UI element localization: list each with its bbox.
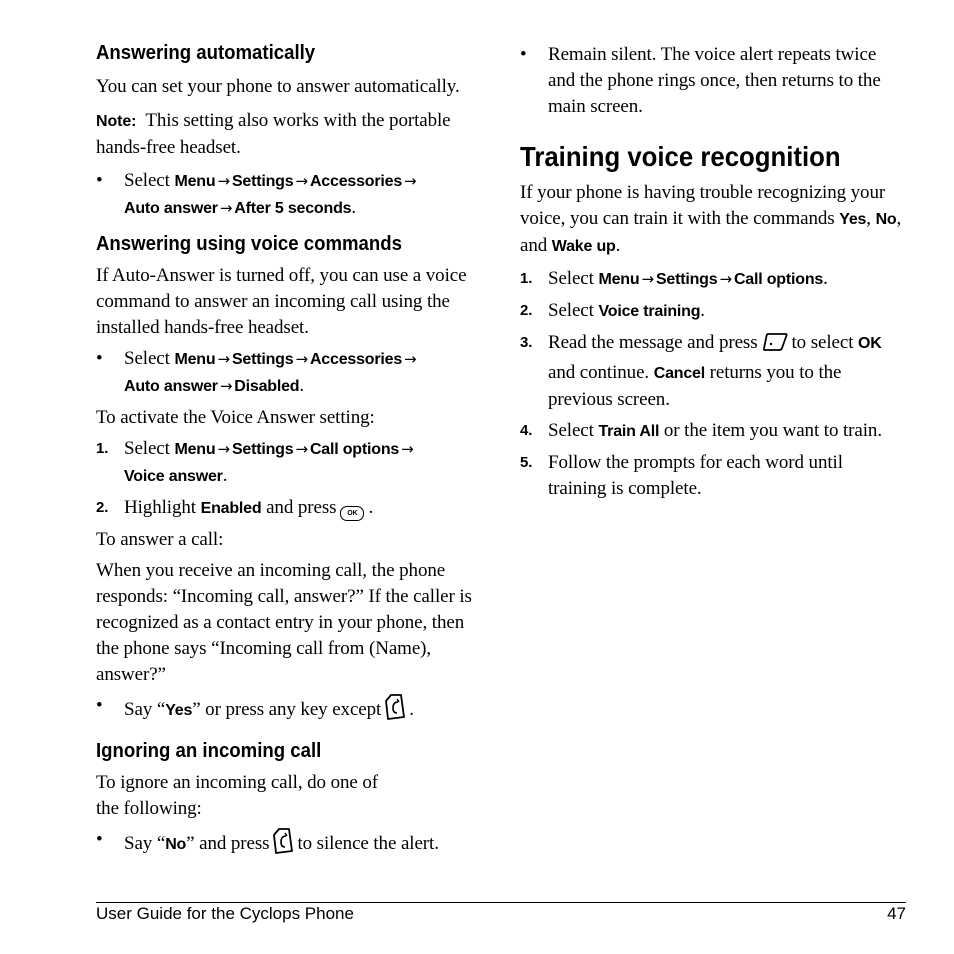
option-ok: OK bbox=[858, 335, 882, 352]
step-number: 3. bbox=[520, 334, 533, 351]
arrow-icon: → bbox=[404, 172, 417, 190]
training-step-3: 3. Read the message and press to select OK and continue. Cancel returns you to the previous screen. bbox=[520, 332, 882, 410]
menu-path-voice-answer: Voice answer bbox=[124, 468, 223, 485]
training-step-4: 4. Select Train All or the item you want to train. bbox=[520, 418, 905, 445]
command-no: No bbox=[165, 836, 187, 853]
arrow-icon: → bbox=[401, 440, 414, 458]
bullet-icon: • bbox=[96, 170, 103, 191]
training-step-5: 5. Follow the prompts for each word until training is complete. bbox=[520, 452, 843, 499]
menu-path-call-options: Call options bbox=[309, 441, 400, 458]
note-text: This setting also works with the portable hands-free headset. bbox=[96, 110, 451, 158]
ignore-intro: To ignore an incoming call, do one of the following: bbox=[96, 772, 379, 819]
bullet-icon: • bbox=[96, 695, 103, 716]
command-wake-up: Wake up bbox=[551, 238, 616, 255]
bullet-icon: • bbox=[96, 829, 103, 850]
remain-silent-bullet: • Remain silent. The voice alert repeats twice and the phone rings once, then returns to the main screen. bbox=[520, 44, 881, 117]
arrow-icon: → bbox=[219, 377, 233, 395]
end-key-icon bbox=[384, 693, 406, 729]
say-no-bullet: • Say “No” and press to silence the alert. bbox=[96, 827, 481, 863]
heading-training-voice-recognition: Training voice recognition bbox=[520, 141, 841, 172]
end-key-icon bbox=[272, 827, 294, 863]
step-number: 1. bbox=[520, 270, 533, 287]
auto-note bbox=[96, 108, 481, 161]
arrow-icon: → bbox=[295, 350, 308, 368]
page-number: 47 bbox=[887, 904, 906, 923]
menu-path-settings: Settings bbox=[231, 441, 294, 458]
option-enabled: Enabled bbox=[200, 500, 262, 517]
answer-text: When you receive an incoming call, the phone responds: “Incoming call, answer?” If the caller is recognized as a contact entry in your phone, then the phone says “Incoming call from (Name), answer?” bbox=[96, 560, 472, 685]
arrow-icon: → bbox=[719, 270, 732, 288]
training-step-2: 2. Select Voice training. bbox=[520, 298, 905, 325]
menu-path-menu: Menu bbox=[174, 441, 216, 458]
arrow-icon: → bbox=[295, 172, 308, 190]
left-column bbox=[96, 40, 481, 863]
arrow-icon: → bbox=[219, 199, 233, 217]
answer-intro: To answer a call: bbox=[96, 529, 224, 550]
option-cancel: Cancel bbox=[653, 365, 705, 382]
command-no: No bbox=[875, 211, 897, 228]
menu-path-settings: Settings bbox=[231, 173, 294, 190]
training-intro: If your phone is having trouble recognizing your voice, you can train it with the commands Yes, No, and Wake up. bbox=[520, 182, 902, 256]
left-softkey-icon bbox=[762, 332, 788, 360]
heading-voice-commands: Answering using voice commands bbox=[96, 233, 402, 255]
heading-ignoring-call: Ignoring an incoming call bbox=[96, 740, 322, 762]
bullet-icon: • bbox=[96, 348, 103, 369]
arrow-icon: → bbox=[404, 350, 417, 368]
training-step-1: 1. Select Menu → Settings → Call options. bbox=[520, 266, 905, 293]
auto-intro: You can set your phone to answer automatically. bbox=[96, 76, 460, 97]
menu-path-menu: Menu bbox=[174, 351, 216, 368]
note-label: Note: bbox=[96, 113, 137, 130]
arrow-icon: → bbox=[641, 270, 654, 288]
menu-path-disabled: Disabled bbox=[234, 378, 300, 395]
heading-answering-automatically: Answering automatically bbox=[96, 42, 316, 64]
activate-step-2: 2. Highlight Enabled and press OK . bbox=[96, 495, 481, 522]
activate-intro: To activate the Voice Answer setting: bbox=[96, 407, 375, 428]
option-train-all: Train All bbox=[598, 423, 660, 440]
menu-path-settings: Settings bbox=[655, 271, 718, 288]
say-yes-bullet: • Say “Yes” or press any key except . bbox=[96, 693, 481, 729]
auto-step-bullet: • Select Menu → Settings → Accessories → Auto answer → After 5 seconds. bbox=[96, 170, 417, 218]
activate-step-1: 1. Select Menu → Settings → Call options → Voice answer. bbox=[96, 438, 414, 486]
bullet-icon: • bbox=[520, 44, 527, 65]
arrow-icon: → bbox=[295, 440, 308, 458]
voice-step-bullet: • Select Menu → Settings → Accessories → Auto answer → Disabled. bbox=[96, 348, 417, 396]
menu-path-menu: Menu bbox=[174, 173, 216, 190]
arrow-icon: → bbox=[217, 440, 230, 458]
menu-path-accessories: Accessories bbox=[309, 173, 403, 190]
step-number: 5. bbox=[520, 454, 533, 471]
menu-path-after-5-seconds: After 5 seconds bbox=[234, 200, 352, 217]
right-column bbox=[520, 42, 905, 502]
footer-title: User Guide for the Cyclops Phone bbox=[96, 904, 354, 923]
command-yes: Yes bbox=[839, 211, 867, 228]
step-number: 1. bbox=[96, 440, 109, 457]
menu-path-auto-answer: Auto answer bbox=[124, 378, 218, 395]
voice-intro: If Auto-Answer is turned off, you can use a voice command to answer an incoming call using the installed hands-free headset. bbox=[96, 265, 467, 338]
ok-key-icon: OK bbox=[340, 506, 364, 521]
step-number: 4. bbox=[520, 422, 533, 439]
command-yes: Yes bbox=[165, 702, 193, 719]
menu-path-settings: Settings bbox=[231, 351, 294, 368]
menu-path-call-options: Call options bbox=[733, 271, 824, 288]
step-number: 2. bbox=[96, 499, 109, 516]
menu-path-menu: Menu bbox=[598, 271, 640, 288]
arrow-icon: → bbox=[217, 350, 230, 368]
step-number: 2. bbox=[520, 302, 533, 319]
menu-path-voice-training: Voice training bbox=[598, 303, 701, 320]
arrow-icon: → bbox=[217, 172, 230, 190]
footer-rule bbox=[96, 902, 906, 903]
menu-path-auto-answer: Auto answer bbox=[124, 200, 218, 217]
menu-path-accessories: Accessories bbox=[309, 351, 403, 368]
